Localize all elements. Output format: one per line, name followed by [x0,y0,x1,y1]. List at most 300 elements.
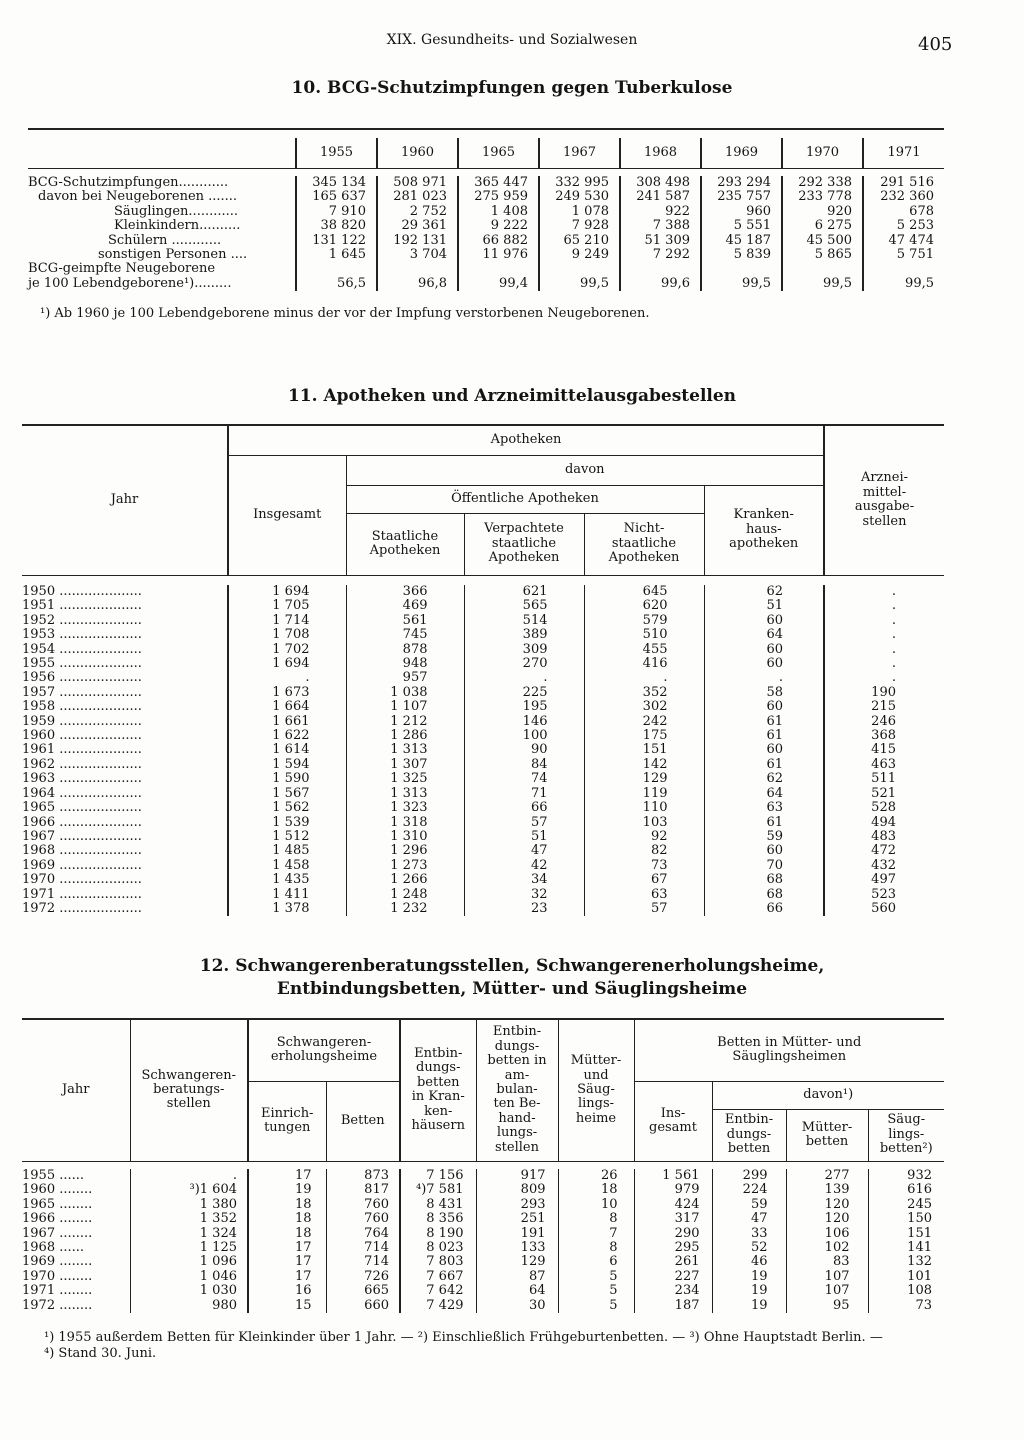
t11-cell: 59 [704,830,824,844]
t11-col-arznei: Arznei-mittel-ausgabe-stellen [824,425,944,575]
page-number: 405 [918,34,953,55]
t12-cell: 277 [786,1169,868,1183]
t11-leader-dots: .................... [55,814,142,830]
t11-col-oeffentliche: Öffentliche Apotheken [346,485,704,513]
t11-cell: 129 [584,772,704,786]
t11-cell: 61 [704,816,824,830]
t11-cell: 514 [464,614,584,628]
t12-year: 1970 ........ [22,1268,93,1284]
t11-cell: 119 [584,787,704,801]
t12-cell: 17 [248,1169,326,1183]
t11-cell: 67 [584,873,704,887]
t11-cell: 66 [704,902,824,916]
t11-year-value: 1958 [22,699,56,715]
t12-cell: 261 [634,1255,712,1269]
t11-leader-dots: .................... [55,771,142,787]
t11-cell: 1 296 [346,844,464,858]
t12-cell: 295 [634,1241,712,1255]
t11-cell: 60 [704,743,824,757]
t10-cell: 293 294 [701,176,782,190]
table-11-row [22,700,944,714]
t12-cell: 6 [558,1255,634,1269]
table-12-footnote-2: ⁴) Stand 30. Juni. [44,1346,157,1361]
t11-year [22,643,228,657]
table-11-title: 11. Apotheken und Arzneimittelausgabestellen [287,386,737,406]
t11-cell: 1 567 [228,787,346,801]
t12-cell: 873 [326,1169,400,1183]
t11-cell: 1 038 [346,686,464,700]
t11-year [22,902,228,916]
t12-cell: 1 096 [130,1255,248,1269]
t12-col-erholungsheime: Schwangeren-erholungsheime [248,1019,400,1081]
t12-cell: 30 [476,1299,558,1313]
table-11-row [22,657,944,671]
t10-cell: 99,5 [701,277,782,291]
t11-cell: 1 318 [346,816,464,830]
table-12-row [22,1270,944,1284]
t12-cell: 5 [558,1270,634,1284]
t11-year [22,628,228,642]
t12-cell: 8 431 [400,1198,476,1212]
t11-cell: 352 [584,686,704,700]
t11-leader-dots: .................... [55,699,142,715]
t11-cell: 878 [346,643,464,657]
table-10-row [28,190,944,204]
t10-row-label: Säuglingen............ [114,203,239,219]
t12-cell: 26 [558,1169,634,1183]
t11-cell: 483 [824,830,944,844]
t10-cell: 45 187 [701,234,782,248]
t12-cell: 760 [326,1212,400,1226]
t10-cell: 66 882 [458,234,539,248]
table-11-row [22,844,944,858]
t11-cell: 42 [464,859,584,873]
t12-cell: 7 [558,1227,634,1241]
t10-cell: 29 361 [377,219,458,233]
t11-year-value: 1959 [22,713,56,729]
t12-cell: 917 [476,1169,558,1183]
t10-cell: 56,5 [296,277,377,291]
t12-cell: 1 030 [130,1284,248,1298]
t11-year-value: 1960 [22,728,56,744]
t11-leader-dots: .................... [55,641,142,657]
t12-cell: 809 [476,1183,558,1197]
t12-cell: 150 [868,1212,944,1226]
t12-cell: 1 561 [634,1169,712,1183]
t11-cell: 521 [824,787,944,801]
t10-row-label: davon bei Neugeborenen ....... [38,189,238,205]
t11-cell: 66 [464,801,584,815]
table-12-title-line2: Entbindungsbetten, Mütter- und Säuglingsheime [276,979,748,999]
t12-cell: 1 046 [130,1270,248,1284]
t10-cell: 7 292 [620,248,701,262]
table-11-row [22,787,944,801]
t11-cell: 1 313 [346,743,464,757]
t11-cell: 1 107 [346,700,464,714]
t11-cell: 1 702 [228,643,346,657]
t11-year [22,772,228,786]
t12-cell: 660 [326,1299,400,1313]
t12-cell: 102 [786,1241,868,1255]
table-11-row [22,671,944,685]
t11-cell: 1 273 [346,859,464,873]
t10-cell: 65 210 [539,234,620,248]
t12-col-betten: Betten [326,1081,400,1161]
t11-year [22,873,228,887]
t11-cell: 60 [704,657,824,671]
t10-cell: 99,5 [539,277,620,291]
t12-cell: 8 356 [400,1212,476,1226]
t11-cell: 416 [584,657,704,671]
t11-year [22,830,228,844]
t11-cell: 415 [824,743,944,757]
t12-cell: 108 [868,1284,944,1298]
t11-cell: 68 [704,888,824,902]
t10-cell [296,262,377,276]
t12-col-jahr: Jahr [61,1082,90,1098]
t10-cell: 99,5 [782,277,863,291]
t12-cell: 1 125 [130,1241,248,1255]
t11-year-value: 1961 [22,742,56,758]
table-11-row [22,758,944,772]
t11-cell: 565 [464,599,584,613]
t11-cell: 34 [464,873,584,887]
t12-cell: 18 [248,1227,326,1241]
t12-cell: 18 [558,1183,634,1197]
t11-cell: 84 [464,758,584,772]
t11-cell: . [464,671,584,685]
table-11-row [22,715,944,729]
t11-cell: 948 [346,657,464,671]
t12-year: 1967 ........ [22,1225,93,1241]
t12-cell: 245 [868,1198,944,1212]
t12-col-saeuglingsbetten: Säug-lings-betten²) [868,1109,944,1161]
t12-cell: 73 [868,1299,944,1313]
t11-cell: 469 [346,599,464,613]
t10-row-label: je 100 Lebendgeborene¹)......... [28,275,232,291]
t12-cell: 87 [476,1270,558,1284]
t11-cell: 242 [584,715,704,729]
t11-cell: 61 [704,729,824,743]
t12-cell: 299 [712,1169,786,1183]
table-10-row [28,262,944,276]
t10-cell: 96,8 [377,277,458,291]
t12-cell: 290 [634,1227,712,1241]
t11-cell: 957 [346,671,464,685]
t10-cell: 7 388 [620,219,701,233]
t11-cell: 528 [824,801,944,815]
t10-cell: 9 222 [458,219,539,233]
t11-year-value: 1955 [22,656,56,672]
t11-year-value: 1950 [22,584,56,599]
table-12-row [22,1198,944,1212]
t11-cell: 1 248 [346,888,464,902]
table-11-row [22,801,944,815]
t10-cell: 922 [620,205,701,219]
t12-cell: 7 642 [400,1284,476,1298]
t10-cell: 249 530 [539,190,620,204]
t11-year-value: 1967 [22,828,56,844]
t10-cell: 508 971 [377,176,458,190]
t11-cell: 57 [464,816,584,830]
t12-cell: 17 [248,1241,326,1255]
t11-leader-dots: .................... [55,872,142,888]
t11-cell: 645 [584,585,704,599]
t12-cell: 187 [634,1299,712,1313]
t11-cell: 1 590 [228,772,346,786]
t11-col-nichtstaatliche: Nicht-staatliche Apotheken [584,513,704,575]
t10-row-label: sonstigen Personen .... [98,247,248,263]
t11-cell: 64 [704,628,824,642]
table-12 [22,1018,944,1313]
t11-year [22,599,228,613]
t11-cell: 225 [464,686,584,700]
t11-year [22,743,228,757]
t11-cell: 51 [704,599,824,613]
table-11-row [22,859,944,873]
t11-cell: 1 266 [346,873,464,887]
t10-cell: 99,4 [458,277,539,291]
t11-cell: 195 [464,700,584,714]
t10-cell: 9 249 [539,248,620,262]
t11-year-value: 1956 [22,670,56,686]
t11-year [22,888,228,902]
table-10-row [28,176,944,190]
t11-year [22,844,228,858]
table-11-row [22,628,944,642]
t11-year [22,657,228,671]
t11-cell: 103 [584,816,704,830]
t12-cell: ³)1 604 [130,1183,248,1197]
t11-col-jahr: Jahr [110,492,139,508]
t11-cell: 1 661 [228,715,346,729]
t12-cell: 47 [712,1212,786,1226]
t10-cell: 5 751 [863,248,944,262]
t11-cell: 620 [584,599,704,613]
table-10-top-rule [28,128,944,130]
t12-cell: 17 [248,1255,326,1269]
t10-cell: 6 275 [782,219,863,233]
t12-cell: 83 [786,1255,868,1269]
t11-cell: 579 [584,614,704,628]
table-11-body [22,585,944,916]
t12-cell: 59 [712,1198,786,1212]
t11-cell: 73 [584,859,704,873]
t12-col-entb-krankenhaeuser: Entbin-dungs-betten in Kran-ken-häusern [400,1019,476,1161]
table-12-row [22,1241,944,1255]
t12-cell: 8 [558,1241,634,1255]
t10-cell: 5 865 [782,248,863,262]
t11-leader-dots: .................... [55,886,142,902]
t10-cell: 1 408 [458,205,539,219]
t10-row-label: Kleinkindern.......... [114,218,241,234]
t10-cell: 45 500 [782,234,863,248]
t10-cell: 38 820 [296,219,377,233]
t10-cell: 99,5 [863,277,944,291]
t11-year-value: 1953 [22,627,56,643]
t11-year-value: 1957 [22,684,56,700]
t11-year-value: 1969 [22,857,56,873]
t11-cell: 60 [704,614,824,628]
t12-cell: 120 [786,1198,868,1212]
t11-cell: . [824,671,944,685]
t12-cell: 129 [476,1255,558,1269]
t11-cell: 497 [824,873,944,887]
t11-cell: 455 [584,643,704,657]
t12-cell: 726 [326,1270,400,1284]
t11-cell: 215 [824,700,944,714]
t12-cell: 5 [558,1284,634,1298]
t11-cell: 1 310 [346,830,464,844]
t12-cell: 120 [786,1212,868,1226]
t11-leader-dots: .................... [55,598,142,614]
t11-cell: 142 [584,758,704,772]
t12-year: 1955 ...... [22,1168,85,1183]
t11-cell: 62 [704,772,824,786]
t11-cell: 389 [464,628,584,642]
table-12-body [22,1169,944,1313]
t11-cell: 1 325 [346,772,464,786]
t11-year-value: 1954 [22,641,56,657]
t11-leader-dots: .................... [55,857,142,873]
table-10-row [28,248,944,262]
t11-cell: . [824,643,944,657]
t10-cell: 275 959 [458,190,539,204]
t11-cell: 151 [584,743,704,757]
t11-year [22,614,228,628]
t11-cell: 190 [824,686,944,700]
t11-cell: 1 485 [228,844,346,858]
table-10-body [28,168,944,291]
t10-cell: 235 757 [701,190,782,204]
t11-year [22,700,228,714]
t10-row-label: Schülern ............ [108,232,222,248]
t10-cell: 292 338 [782,176,863,190]
t12-year: 1972 ........ [22,1297,93,1313]
t11-leader-dots: .................... [55,728,142,744]
t10-row-label: BCG-geimpfte Neugeborene [28,261,216,277]
t11-cell: 57 [584,902,704,916]
t12-cell: 234 [634,1284,712,1298]
t11-year [22,686,228,700]
t11-cell: 60 [704,643,824,657]
t12-cell: 616 [868,1183,944,1197]
t12-col-einrichtungen: Einrich-tungen [248,1081,326,1161]
table-11-row [22,743,944,757]
table-11-row [22,902,944,916]
t11-cell: 246 [824,715,944,729]
t11-col-davon: davon [346,455,824,485]
t10-cell [539,262,620,276]
t11-cell: 1 313 [346,787,464,801]
t11-cell: 1 539 [228,816,346,830]
t12-cell: 424 [634,1198,712,1212]
t11-leader-dots: .................... [55,656,142,672]
t11-cell: . [704,671,824,685]
t11-cell: 61 [704,758,824,772]
t10-cell [863,262,944,276]
t12-col-mutterbetten: Mütter-betten [786,1109,868,1161]
table-12-row [22,1227,944,1241]
t11-cell: 32 [464,888,584,902]
t11-year-value: 1966 [22,814,56,830]
t11-cell: 1 673 [228,686,346,700]
t11-col-staatliche: Staatliche Apotheken [346,513,464,575]
t12-col-davon: davon¹) [712,1081,944,1109]
t12-col-entbindungsbetten: Entbin-dungs-betten [712,1109,786,1161]
t10-year-header: 1967 [539,138,620,168]
t11-cell: 51 [464,830,584,844]
table-11-row [22,873,944,887]
t11-cell: 366 [346,585,464,599]
t12-cell: 64 [476,1284,558,1298]
t12-cell: 106 [786,1227,868,1241]
t11-cell: 100 [464,729,584,743]
t11-cell: 270 [464,657,584,671]
t11-col-insgesamt: Insgesamt [228,455,346,575]
t12-col-beratungsstellen: Schwangeren-beratungs-stellen [130,1019,248,1161]
t10-cell: 1 645 [296,248,377,262]
t12-cell: 817 [326,1183,400,1197]
t10-cell [782,262,863,276]
t12-col-entb-ambulant: Entbin-dungs-betten in am-bulan-ten Be-hand-lungs-stellen [476,1019,558,1161]
t10-year-header: 1968 [620,138,701,168]
t12-cell: 139 [786,1183,868,1197]
t11-cell: 1 307 [346,758,464,772]
t12-cell: 18 [248,1212,326,1226]
t12-cell: 227 [634,1270,712,1284]
table-12-row [22,1284,944,1298]
t10-row-label: BCG-Schutzimpfungen............ [28,175,229,190]
t11-cell: 1 512 [228,830,346,844]
t12-cell: 714 [326,1241,400,1255]
t11-col-apotheken: Apotheken [228,425,824,455]
t10-cell: 232 360 [863,190,944,204]
t12-cell: 151 [868,1227,944,1241]
t11-cell: 70 [704,859,824,873]
t11-year [22,859,228,873]
t11-cell: 1 212 [346,715,464,729]
t10-cell: 51 309 [620,234,701,248]
t12-cell: 251 [476,1212,558,1226]
table-11-row [22,729,944,743]
table-12-footnote-1: ¹) 1955 außerdem Betten für Kleinkinder über 1 Jahr. — ²) Einschließlich Frühgeburtenbetten. — ³) Ohne Hauptstadt Berlin. — [44,1330,883,1345]
t12-year: 1971 ........ [22,1283,93,1299]
t11-cell: 368 [824,729,944,743]
t10-cell: 165 637 [296,190,377,204]
t12-cell: 132 [868,1255,944,1269]
table-12-row [22,1299,944,1313]
t10-cell: 7 910 [296,205,377,219]
t11-cell: 472 [824,844,944,858]
t11-cell: 90 [464,743,584,757]
t11-cell: 745 [346,628,464,642]
table-12-row [22,1169,944,1183]
table-11-row [22,599,944,613]
t11-year [22,816,228,830]
t10-cell: 291 516 [863,176,944,190]
table-11-row [22,585,944,599]
t11-year-value: 1951 [22,598,56,614]
t11-year-value: 1952 [22,612,56,628]
t11-col-krankenhaus: Kranken-haus-apotheken [704,485,824,575]
t11-cell: 309 [464,643,584,657]
t11-cell: 1 708 [228,628,346,642]
t12-col-saeuglingsheime: Mütter- und Säug-lings-heime [558,1019,634,1161]
t11-cell: 82 [584,844,704,858]
t11-cell: 60 [704,844,824,858]
t10-cell: 47 474 [863,234,944,248]
